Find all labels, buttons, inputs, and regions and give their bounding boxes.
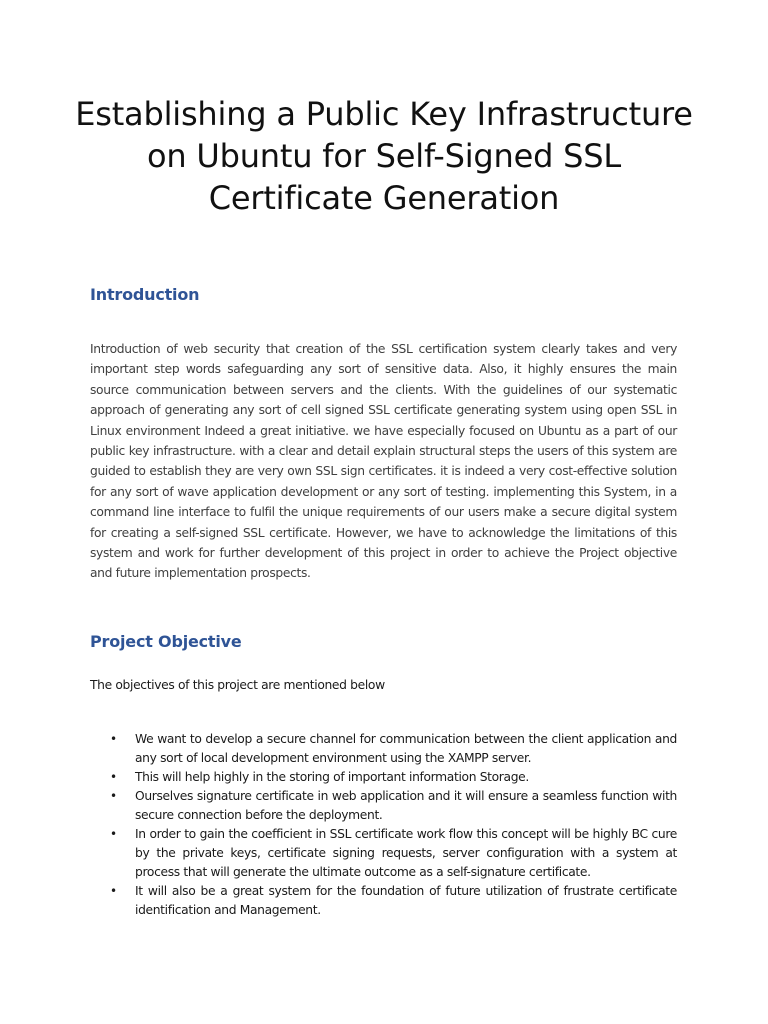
introduction-paragraph: Introduction of web security that creation of the SSL certification system clearly takes and very important step words safeguarding any sort of sensitive data. Also, it highly ensures the main source communication between servers and the clients. With the guidelines of our systematic approach of generating any sort of cell signed SSL certificate generating system using open SSL in Linux environment Indeed a great initiative. we have especially focused on Ubuntu as a part of our public key infrastructure. with a clear and detail explain structural steps the users of this system are guided to establish they are very own SSL sign certificates. it is indeed a very cost-effective solution for any sort of wave application development or any sort of testing. implementing this System, in a command line interface to fulfil the unique requirements of our users make a secure digital system for creating a self-signed SSL certificate. However, we have to acknowledge the limitations of this system and work for further development of this project in order to achieve the Project objective and future implementation prospects. [90,342,677,581]
document-title: Establishing a Public Key Infrastructure on Ubuntu for Self-Signed SSL Certificate Generation [75,95,693,217]
objective-text: Ourselves signature certificate in web application and it will ensure a seamless function with secure connection before the deployment. [135,789,677,822]
project-objective-heading: Project Objective [90,632,242,651]
bullet-dot-icon: • [110,789,117,803]
objectives-list [90,730,677,920]
objective-list-item [90,787,677,825]
objective-text: It will also be a great system for the foundation of future utilization of frustrate certificate identification and Management. [135,884,677,917]
objective-text: We want to develop a secure channel for communication between the client application and any sort of local development environment using the XAMPP server. [135,732,677,765]
objectives-lead-text: The objectives of this project are mentioned below [90,678,385,692]
objective-list-item [90,768,677,787]
objective-list-item [90,825,677,882]
bullet-dot-icon: • [110,884,117,898]
bullet-dot-icon: • [110,827,117,841]
bullet-dot-icon: • [110,770,117,784]
objective-list-item [90,730,677,768]
objective-list-item [90,882,677,920]
introduction-heading: Introduction [90,285,200,304]
objective-text: In order to gain the coefficient in SSL certificate work flow this concept will be highly BC cure by the private keys, certificate signing requests, server configuration with a system at process that will generate the ultimate outcome as a self-signature certificate. [135,827,677,879]
bullet-dot-icon: • [110,732,117,746]
objective-text: This will help highly in the storing of important information Storage. [135,770,529,784]
